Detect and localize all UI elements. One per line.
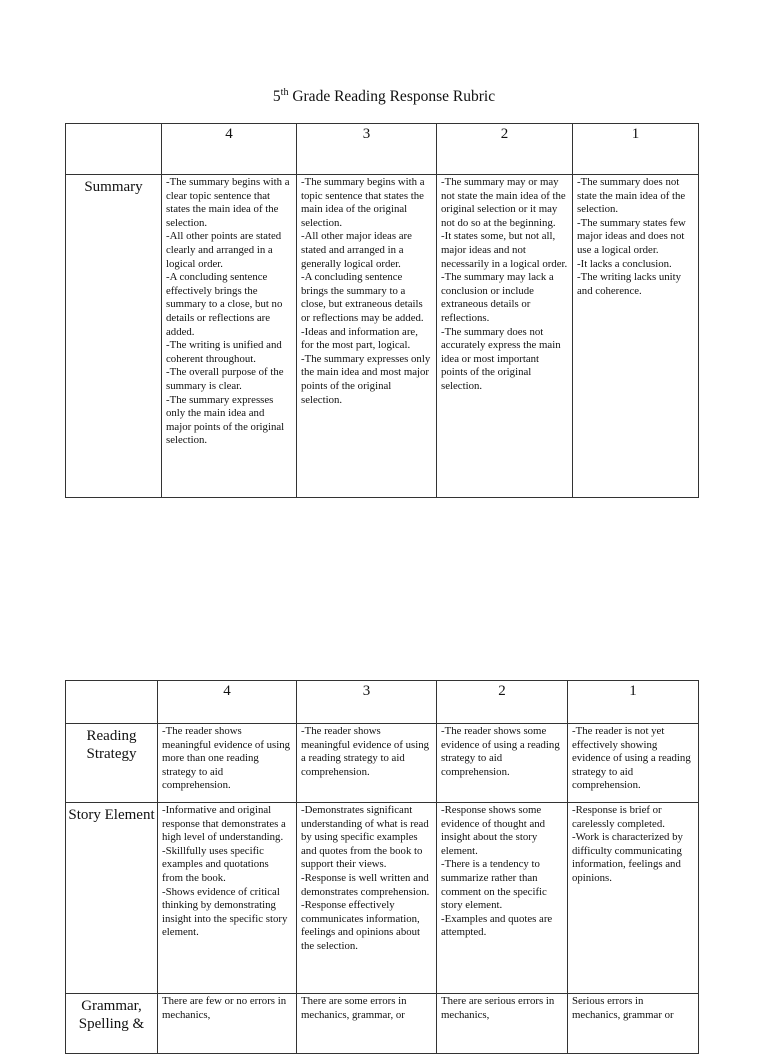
descriptor-cell <box>158 724 297 803</box>
descriptor-line: There are serious errors in mechanics, <box>441 995 555 1021</box>
header-score-1: 1 <box>568 681 699 724</box>
descriptor-line: -Shows evidence of critical thinking by demonstrating insight into the specific story element. <box>162 885 288 939</box>
descriptor-line: -Demonstrates significant understanding of what is read by using specific examples and quotes from the book to support their views. <box>301 804 429 871</box>
descriptor-line: -The reader shows meaningful evidence of using more than one reading strategy to aid comprehension. <box>162 725 291 792</box>
descriptor-line: -A concluding sentence effectively brings the summary to a close, but no details or reflections are added. <box>166 271 283 338</box>
descriptor-line: -The summary states few major ideas and does not use a logical order. <box>577 216 686 256</box>
header-blank <box>66 124 162 175</box>
descriptor-line: -It lacks a conclusion. <box>577 257 672 270</box>
descriptor-line: -Ideas and information are, for the most part, logical. <box>301 325 418 352</box>
descriptor-line: -The writing is unified and coherent throughout. <box>166 339 282 365</box>
reading-response-rubric-table <box>65 680 699 1054</box>
descriptor-line: -The reader is not yet effectively showing evidence of using a reading strategy to aid comprehension. <box>572 725 691 792</box>
header-blank <box>66 681 158 724</box>
descriptor-line: -All other points are stated clearly and arranged in a logical order. <box>166 230 282 270</box>
descriptor-line: -Examples and quotes are attempted. <box>441 912 553 939</box>
descriptor-line: -There is a tendency to summarize rather than comment on the specific story element. <box>441 858 547 912</box>
descriptor-line: -The summary does not accurately express the main idea or most important points of the original selection. <box>441 325 561 392</box>
header-score-1: 1 <box>573 124 699 175</box>
descriptor-cell <box>568 724 699 803</box>
descriptor-line: -The summary may lack a conclusion or include extraneous details or reflections. <box>441 271 554 324</box>
criterion-story-element: Story Element <box>66 803 158 994</box>
descriptor-line: There are few or no errors in mechanics, <box>162 995 287 1021</box>
descriptor-line: -Response shows some evidence of thought and insight about the story element. <box>441 804 546 857</box>
header-score-2: 2 <box>437 124 573 175</box>
header-score-3: 3 <box>297 681 437 724</box>
descriptor-line: -The summary expresses only the main idea and most major points of the original selection. <box>301 352 431 406</box>
descriptor-line: There are some errors in mechanics, grammar, or <box>301 995 407 1021</box>
descriptor-cell <box>162 175 297 498</box>
header-score-2: 2 <box>437 681 568 724</box>
page-title <box>0 87 768 106</box>
descriptor-cell <box>573 175 699 498</box>
descriptor-line: -The writing lacks unity and coherence. <box>577 271 682 297</box>
descriptor-line: -The overall purpose of the summary is clear. <box>166 366 284 392</box>
descriptor-cell <box>297 803 437 994</box>
descriptor-line: -The summary may or may not state the main idea of the original selection or it may not do so at the beginning. <box>441 176 566 229</box>
descriptor-line: -The reader shows meaningful evidence of using a reading strategy to aid comprehension. <box>301 725 430 778</box>
descriptor-line: -Informative and original response that demonstrates a high level of understanding. <box>162 804 286 844</box>
descriptor-cell <box>437 175 573 498</box>
criterion-reading-strategy: Reading Strategy <box>66 724 158 803</box>
title-grade-suffix: th <box>280 87 289 98</box>
descriptor-line: -It states some, but not all, major ideas and not necessarily in a logical order. <box>441 230 568 270</box>
descriptor-line: -Work is characterized by difficulty communicating information, feelings and opinions. <box>572 831 683 884</box>
header-row <box>66 681 699 724</box>
descriptor-line: -Response is well written and demonstrates comprehension. <box>301 871 430 898</box>
table-row <box>66 724 699 803</box>
descriptor-line: -Response is brief or carelessly completed. <box>572 804 665 830</box>
descriptor-cell <box>297 724 437 803</box>
table-row <box>66 803 699 994</box>
table-row <box>66 175 699 498</box>
header-score-4: 4 <box>162 124 297 175</box>
descriptor-line: Serious errors in mechanics, grammar or <box>572 995 674 1021</box>
descriptor-line: -The summary begins with a topic sentence that states the main idea of the original selection. <box>301 176 425 229</box>
descriptor-cell <box>437 803 568 994</box>
header-score-4: 4 <box>158 681 297 724</box>
header-score-3: 3 <box>297 124 437 175</box>
descriptor-line: -Skillfully uses specific examples and quotations from the book. <box>162 844 269 884</box>
descriptor-line: -The summary expresses only the main idea and major points of the original selection. <box>166 393 285 447</box>
descriptor-cell <box>158 803 297 994</box>
descriptor-line: -A concluding sentence brings the summary to a close, but extraneous details or reflections may be added. <box>301 271 424 324</box>
descriptor-cell <box>568 803 699 994</box>
title-text: Grade Reading Response Rubric <box>288 88 496 105</box>
summary-rubric-table <box>65 123 699 498</box>
descriptor-line: -The reader shows some evidence of using a reading strategy to aid comprehension. <box>441 725 560 778</box>
descriptor-line: -All other major ideas are stated and arranged in a generally logical order. <box>301 230 412 270</box>
descriptor-line: -The summary begins with a clear topic sentence that states the main idea of the selection. <box>166 176 290 229</box>
criterion-summary: Summary <box>66 175 162 498</box>
title-grade-number: 5 <box>272 88 281 105</box>
descriptor-line: -Response effectively communicates information, feelings and opinions about the selection. <box>301 899 421 952</box>
header-row <box>66 124 699 175</box>
descriptor-line: -The summary does not state the main idea of the selection. <box>577 176 686 216</box>
descriptor-cell <box>297 175 437 498</box>
descriptor-cell <box>437 724 568 803</box>
criterion-grammar-spelling: Grammar, Spelling & <box>66 994 158 1054</box>
